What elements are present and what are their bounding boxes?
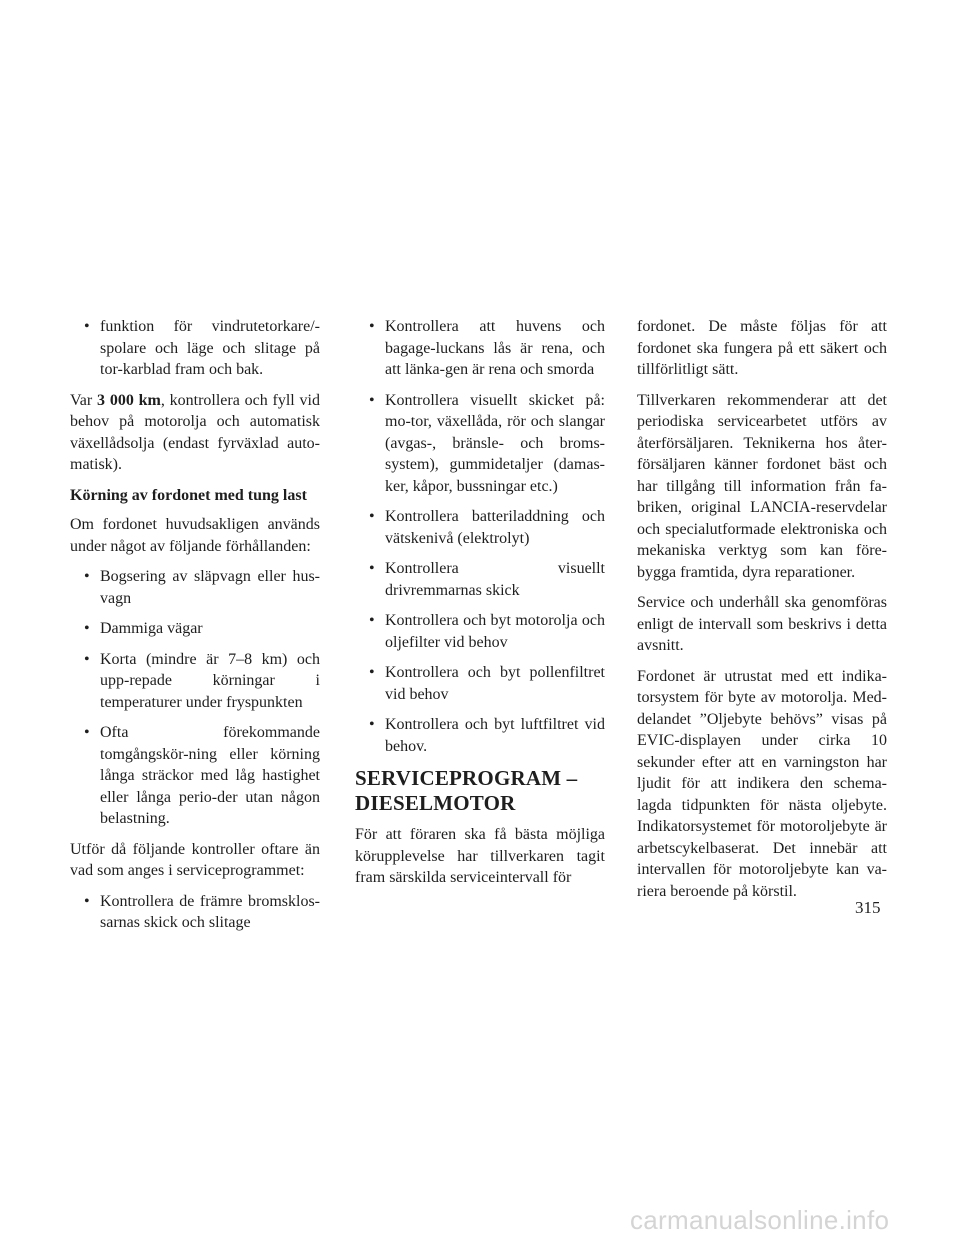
column-middle (355, 316, 605, 898)
bullet-list (70, 891, 320, 934)
watermark: carmanualsonline.info (630, 1205, 890, 1235)
paragraph: fordonet. De måste följas för att fordonet ska fungera på ett säkert och tillförlitligt sätt. (637, 318, 887, 378)
paragraph (70, 390, 320, 476)
list-item: • Kontrollera och byt luftfiltret vid behov. (355, 714, 605, 757)
paragraph: Fordonet är utrustat med ett indika-torsystem för byte av motorolja. Med-delandet ”Oljebyte behövs” visas på EVIC-displayen under cirka 10 sekunder efter att en varningston har ljudit för att indikera den schema-lagda tidpunkten för nästa oljebyte. Indikatorsystemet för motoroljebyte är arbetscykelbaserat. Det innebär att intervallen för motoroljebyte kan va-riera beroende på körstil. (637, 667, 887, 900)
list-item: • Kontrollera att huvens och bagage-luckans lås är rena, och att länka-gen är rena och smorda (355, 316, 605, 381)
chapter-heading (355, 766, 605, 816)
paragraph: Utför då följande kontroller oftare än vad som anges i serviceprogrammet: (70, 840, 320, 879)
page-number: 315 (855, 898, 881, 917)
column-left (70, 316, 320, 943)
heading-line: SERVICEPROGRAM – (355, 766, 578, 790)
list-item: • Ofta förekommande tomgångskör-ning eller körning långa sträckor med låg hastighet eller långa perio-der utan någon belastning. (70, 722, 320, 830)
paragraph: Service och underhåll ska genomföras enligt de intervall som beskrivs i detta avsnitt. (637, 594, 887, 654)
bullet-list (70, 316, 320, 381)
section-heading: Körning av fordonet med tung last (70, 486, 307, 504)
list-item: • funktion för vindrutetorkare/-spolare och läge och slitage på tor-karblad fram och bak. (70, 316, 320, 381)
list-item: • Kontrollera och byt pollenfiltret vid behov (355, 662, 605, 705)
list-item: • Bogsering av släpvagn eller hus-vagn (70, 566, 320, 609)
bold-distance: 3 000 km (97, 391, 161, 409)
text-span: Var (70, 391, 98, 409)
list-item: • Korta (mindre är 7–8 km) och upp-repade körningar i temperaturer under fryspunkten (70, 649, 320, 714)
list-item: • Kontrollera visuellt drivremmarnas skick (355, 558, 605, 601)
paragraph: För att föraren ska få bästa möjliga körupplevelse har tillverkaren tagit fram särskilda serviceintervall för (355, 826, 605, 886)
heading-line: DIESELMOTOR (355, 791, 516, 815)
list-item: • Kontrollera batteriladdning och vätskenivå (elektrolyt) (355, 506, 605, 549)
list-item: • Kontrollera och byt motorolja och oljefilter vid behov (355, 610, 605, 653)
list-item: • Dammiga vägar (70, 618, 320, 640)
paragraph: Tillverkaren rekommenderar att det periodiska servicearbetet utförs av återförsäljaren. Teknikerna hos åter-försäljaren känner fordonet bäst och har tillgång till information från fa-briken, original LANCIA-reservdelar och specialutformade elektroniska och mekaniska verktyg som kan före-bygga framtida, dyra reparationer. (637, 391, 887, 581)
text-span: , kontrollera och fyll vid behov på motorolja och automatisk växellådsolja (endast fyrväxlad auto-matisk). (70, 391, 320, 473)
bullet-list (70, 566, 320, 830)
bullet-list (355, 316, 605, 757)
list-item: • Kontrollera de främre bromsklos-sarnas skick och slitage (70, 891, 320, 934)
paragraph: Om fordonet huvudsakligen används under något av följande förhållanden: (70, 516, 320, 555)
list-item: • Kontrollera visuellt skicket på: mo-tor, växellåda, rör och slangar (avgas-, bränsle- och broms-system), gummidetaljer (damas-ker, kåpor, bussningar etc.) (355, 390, 605, 498)
column-right (637, 316, 887, 911)
